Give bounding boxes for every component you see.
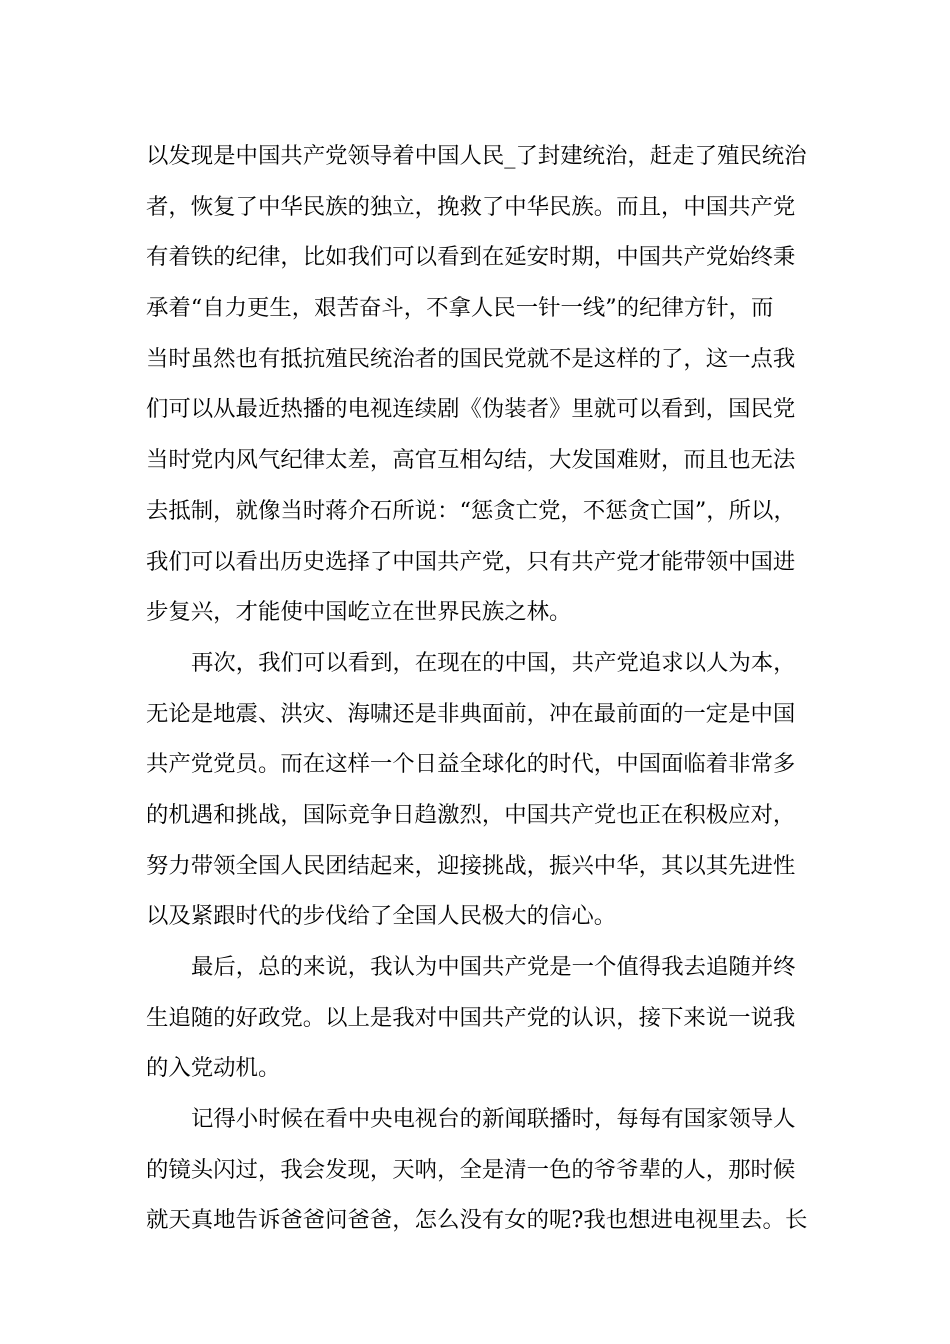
text-line: 承着“自力更生，艰苦奋斗，不拿人民一针一线”的纪律方针，而 [146,295,774,322]
text-line: 努力带领全国人民团结起来，迎接挑战，振兴中华，其以其先进性 [146,852,796,879]
text-line: 共产党党员。而在这样一个日益全球化的时代，中国面临着非常多 [146,751,796,778]
paragraph-start-line: 再次，我们可以看到，在现在的中国，共产党追求以人为本， [191,649,796,676]
text-line: 的机遇和挑战，国际竞争日趋激烈，中国共产党也正在积极应对， [146,801,796,828]
text-line: 就天真地告诉爸爸问爸爸，怎么没有女的呢?我也想进电视里去。长 [146,1207,808,1234]
text-line: 去抵制，就像当时蒋介石所说：“惩贪亡党，不惩贪亡国”，所以， [146,497,796,524]
text-line: 生追随的好政党。以上是我对中国共产党的认识，接下来说一说我 [146,1004,796,1031]
text-line: 的入党动机。 [146,1055,281,1082]
text-line: 以发现是中国共产党领导着中国人民_了封建统治，赶走了殖民统治 [146,143,807,169]
text-line: 们可以从最近热播的电视连续剧《伪装者》里就可以看到，国民党 [146,396,796,423]
text-line: 有着铁的纪律，比如我们可以看到在延安时期，中国共产党始终秉 [146,244,796,271]
text-line: 的镜头闪过，我会发现，天呐，全是清一色的爷爷辈的人，那时候 [146,1156,796,1183]
paragraph-start-line: 最后，总的来说，我认为中国共产党是一个值得我去追随并终 [191,954,796,980]
text-line: 者，恢复了中华民族的独立，挽救了中华民族。而且，中国共产党 [146,193,796,220]
text-line: 无论是地震、洪灾、海啸还是非典面前，冲在最前面的一定是中国 [146,700,796,727]
text-line: 步复兴，才能使中国屹立在世界民族之林。 [146,599,572,626]
text-line: 我们可以看出历史选择了中国共产党，只有共产党才能带领中国进 [146,548,796,575]
text-line: 当时党内风气纪律太差，高官互相勾结，大发国难财，而且也无法 [146,447,796,474]
text-line: 当时虽然也有抵抗殖民统治者的国民党就不是这样的了，这一点我 [146,345,796,372]
document-body [146,131,836,1246]
paragraph-start-line: 记得小时候在看中央电视台的新闻联播时，每每有国家领导人 [191,1106,796,1133]
text-line: 以及紧跟时代的步伐给了全国人民极大的信心。 [146,903,617,930]
